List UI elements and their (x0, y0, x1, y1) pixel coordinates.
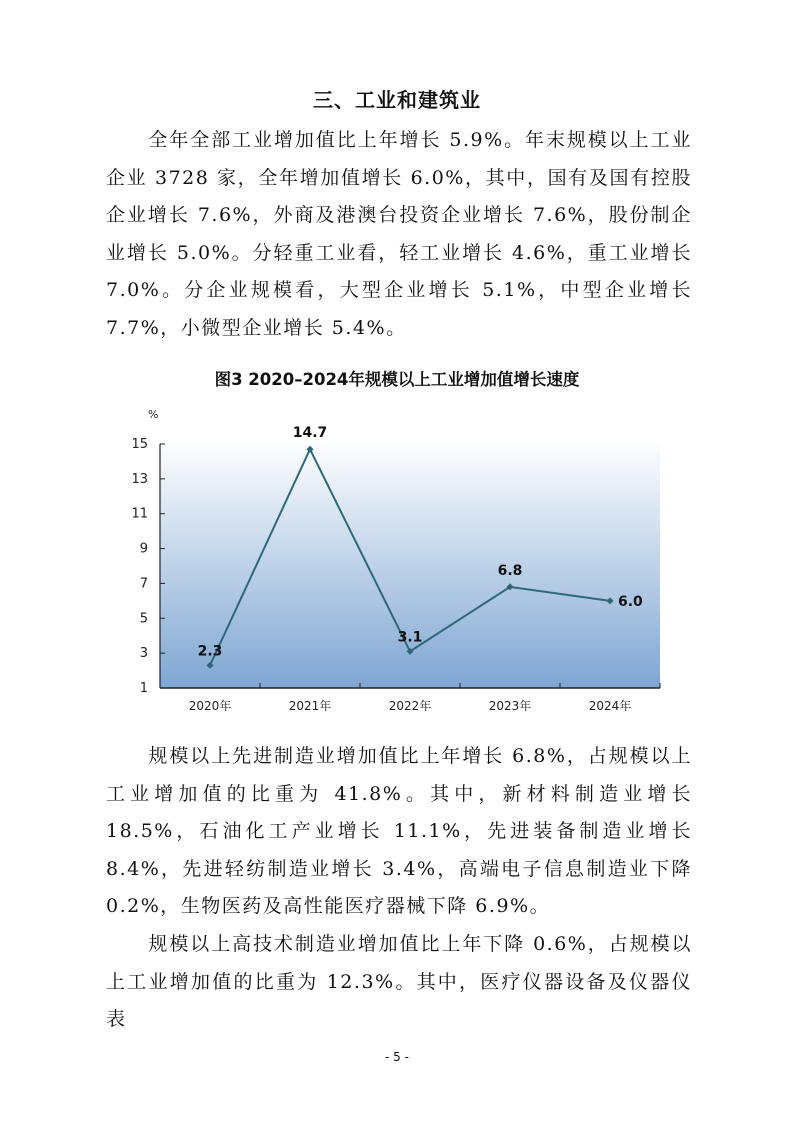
y-tick-label: 1 (139, 681, 148, 696)
y-axis-unit: % (148, 408, 159, 421)
paragraph-high-tech-manufacturing (106, 926, 692, 1039)
x-tick-label: 2024年 (588, 699, 632, 713)
paragraph-advanced-manufacturing (106, 738, 692, 926)
paragraph-text: 规模以上高技术制造业增加值比上年下降 0.6%，占规模以上工业增加值的比重为 12.3%。其中，医疗仪器设备及仪器仪表 (106, 933, 692, 1030)
chart-title: 图3 2020–2024年规模以上工业增加值增长速度 (214, 370, 580, 389)
y-tick-label: 11 (131, 506, 148, 522)
line-chart (120, 400, 680, 720)
data-label: 6.0 (618, 593, 643, 610)
x-tick-label: 2022年 (388, 699, 432, 713)
data-label: 14.7 (292, 425, 328, 442)
section-heading: 三、工业和建筑业 (313, 88, 481, 112)
y-tick-label: 5 (139, 611, 148, 627)
x-tick-label: 2021年 (288, 699, 332, 713)
x-tick-label: 2023年 (488, 699, 532, 713)
paragraph-text: 全年全部工业增加值比上年增长 5.9%。年末规模以上工业企业 3728 家，全年增加值增长 6.0%，其中，国有及国有控股企业增长 7.6%，外商及港澳台投资企业增长 7.6%，股份制企业增长 5.0%。分轻重工业看，轻工业增长 4.6%，重工业增长 7.0%。分企业规模看，大型企业增长 5.1%，中型企业增长 7.7%，小微型企业增长 5.4%。 (106, 129, 692, 339)
data-label: 6.8 (497, 562, 523, 579)
x-tick-label: 2020年 (188, 699, 232, 713)
y-tick-label: 7 (139, 576, 148, 592)
data-label: 3.1 (397, 629, 423, 646)
data-label: 2.3 (197, 643, 223, 660)
page-number: - 5 - (385, 1050, 409, 1064)
y-tick-label: 15 (131, 437, 148, 452)
y-tick-label: 13 (131, 471, 148, 487)
y-tick-label: 9 (139, 541, 148, 557)
paragraph-text: 规模以上先进制造业增加值比上年增长 6.8%，占规模以上工业增加值的比重为 41.8%。其中，新材料制造业增长 18.5%，石油化工产业增长 11.1%，先进装备制造业增长 8.4%，先进轻纺制造业增长 3.4%，高端电子信息制造业下降 0.2%，生物医药及高性能医疗器械下降 6.9%。 (106, 745, 692, 917)
y-tick-label: 3 (139, 646, 148, 662)
paragraph-industry-overview (106, 122, 692, 347)
